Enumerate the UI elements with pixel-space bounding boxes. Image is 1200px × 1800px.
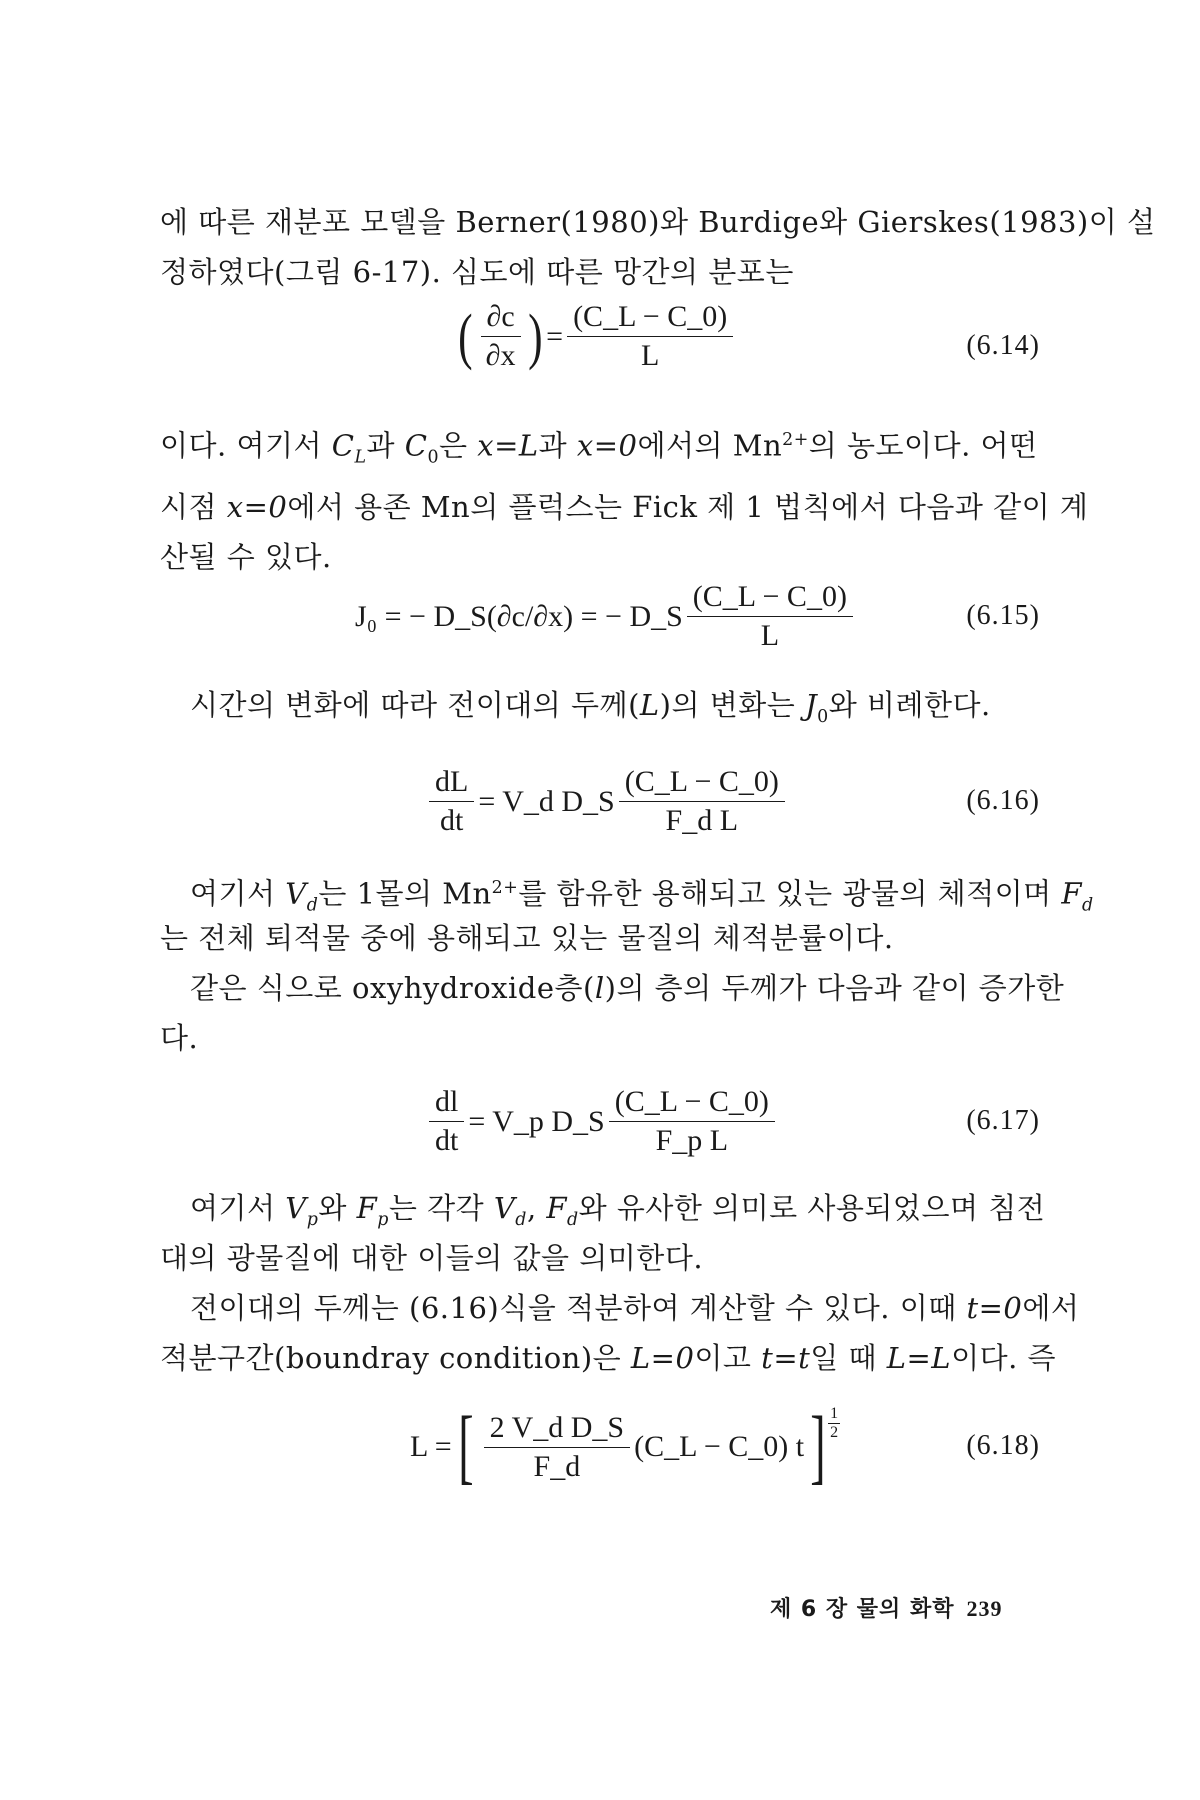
paragraph-volume-cont: 는 전체 퇴적물 중에 용해되고 있는 물질의 체적분률이다.	[160, 921, 894, 955]
equation-6-17	[425, 1085, 779, 1158]
eq616-rhs-den: F_d L	[665, 804, 739, 837]
text-line: 에 따른 재분포 모델을 Berner(1980)와 Burdige와 Gierskes(1983)이 설	[160, 205, 1156, 239]
eq618-exponent: $\frac{1}{2}$	[830, 1405, 839, 1441]
paragraph-precipitation-cont: 대의 광물질에 대한 이들의 값을 의미한다.	[160, 1241, 704, 1275]
eq615-rhs-num: (C_L − C_0)	[687, 580, 853, 617]
eq615-rhs-den: L	[760, 619, 780, 652]
eq617-rhs-den: F_p L	[655, 1124, 729, 1157]
paragraph-oxyhydroxide: 같은 식으로 oxyhydroxide층(l)의 층의 두께가 다음과 같이 증가한	[190, 971, 1065, 1005]
equation-number: (6.16)	[966, 785, 1040, 816]
text-line: 정하였다(그림 6-17). 심도에 따른 망간의 분포는	[160, 255, 794, 289]
paragraph-integration-cont: 적분구간(boundray condition)은 L=0이고 t=t일 때 L=L이다. 즉	[160, 1341, 1057, 1375]
eq616-lhs-num: dL	[429, 765, 474, 802]
eq616-lhs-den: dt	[439, 804, 464, 837]
page-footer	[770, 1592, 1002, 1623]
eq614-lhs-num: ∂c	[481, 300, 521, 337]
eq614-lhs-den: ∂x	[485, 339, 516, 372]
eq618-tail: (C_L − C_0) t	[634, 1430, 805, 1463]
paragraph-concentration: 이다. 여기서 $C_L$과 $C_0$은 x=L과 x=0에서의 $Mn^{2+}$의 농도이다. 어떤 시점 x=0에서 용존 Mn의 플럭스는 Fick 제 1 법칙에서 다음과 같이 계 산될 수 있다.	[160, 428, 1089, 575]
paragraph-integration: 전이대의 두께는 (6.16)식을 적분하여 계산할 수 있다. 이때 t=0에서	[190, 1291, 1080, 1325]
page-number: 239	[966, 1596, 1003, 1621]
paragraph-oxyhydroxide-cont: 다.	[160, 1021, 199, 1055]
equation-number: (6.14)	[966, 330, 1040, 361]
paragraph-intro	[160, 197, 1156, 297]
equation-number: (6.18)	[966, 1430, 1040, 1461]
equation-number: (6.15)	[966, 600, 1040, 631]
chapter-title: 제 6 장 물의 화학	[770, 1597, 955, 1622]
paragraph-precipitation: 여기서 $V_p$와 $F_p$는 각각 $V_d$, $F_d$와 유사한 의미로 사용되었으며 침전	[190, 1191, 1046, 1230]
equation-number: (6.17)	[966, 1105, 1040, 1136]
paragraph-thickness: 시간의 변화에 따라 전이대의 두께(L)의 변화는 $J_0$와 비례한다.	[190, 688, 991, 727]
eq614-rhs-num: (C_L − C_0)	[567, 300, 733, 337]
paragraph-volume: 여기서 $V_d$는 1몰의 $Mn^{2+}$를 함유한 용해되고 있는 광물의 체적이며 $F_d$	[190, 876, 1094, 916]
eq616-rhs-num: (C_L − C_0)	[619, 765, 785, 802]
eq617-lhs-den: dt	[435, 1124, 459, 1157]
eq615-lhs: J₀ = − D_S(∂c/∂x) = − D_S	[355, 599, 683, 633]
eq617-lhs-num: dl	[429, 1085, 464, 1122]
eq618-lhs: L =	[410, 1430, 452, 1463]
eq618-num: 2 V_d D_S	[484, 1411, 630, 1448]
eq617-rhs-num: (C_L − C_0)	[609, 1085, 775, 1122]
equation-6-16	[425, 765, 789, 838]
equation-6-15	[355, 580, 857, 653]
eq618-den: F_d	[533, 1449, 581, 1483]
equation-6-18: L = [ $\frac{\text{2 V\_d D\_S}}{F\_d}$ (C_L − C_0) t ] $\frac{1}{2}$	[410, 1400, 839, 1493]
equation-6-14: ( $\frac{\partial c}{\partial x}$ ) = $\frac{(C\_L - C\_0)}{L}$	[455, 300, 737, 373]
eq614-rhs-den: L	[640, 339, 660, 372]
eq617-coef: = V_p D_S	[468, 1104, 605, 1138]
eq616-coef: = V_d D_S	[478, 784, 615, 818]
